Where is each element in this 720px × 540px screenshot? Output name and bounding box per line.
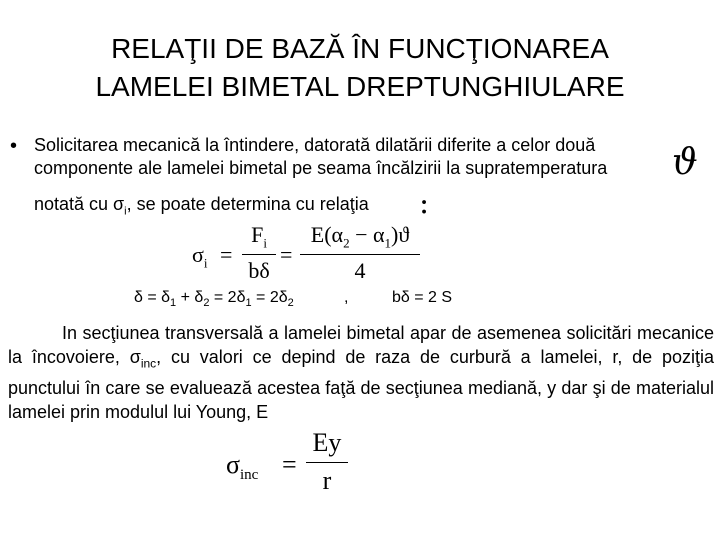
formula2-bar — [306, 462, 348, 463]
fraction2-bar — [300, 254, 420, 255]
formula2-equals: = — [282, 450, 297, 479]
colon-symbol: : — [419, 186, 430, 221]
formula-tensile-stress — [190, 222, 430, 286]
eq-part-1: δ = δ — [134, 289, 171, 306]
page-title — [0, 30, 720, 106]
num-part-a: E(α — [310, 222, 344, 247]
fraction1-numerator — [242, 222, 276, 251]
formula-bending-stress — [226, 428, 356, 498]
formula2-denominator: r — [322, 466, 332, 495]
num-part-c: )ϑ — [391, 222, 410, 247]
force-subscript: i — [263, 235, 267, 251]
paragraph-sigma-sub: inc — [140, 356, 157, 371]
sigma-sub-i: i — [124, 205, 127, 218]
num-part-b: − α — [349, 222, 385, 247]
fraction2-denominator: 4 — [354, 258, 366, 283]
bullet-text-line-1: Solicitarea mecanică la întindere, datorată dilatării diferite a celor două — [34, 135, 596, 155]
eq-sub-1: 1 — [170, 297, 177, 310]
eq-part-2: + δ — [176, 289, 204, 306]
eq-part-3: = 2δ — [209, 289, 246, 306]
delta-equality — [134, 289, 294, 309]
eq-sub-3: 1 — [245, 297, 252, 310]
fraction2-numerator — [300, 222, 420, 251]
notation-text: notată cu σ — [34, 194, 125, 214]
bullet-marker: • — [10, 135, 18, 157]
formula1-lhs — [192, 242, 207, 271]
formula2-numerator: Ey — [312, 428, 342, 457]
eq-sub-4: 2 — [287, 297, 294, 310]
notation-rest: , se poate determina cu relaţia — [126, 194, 369, 214]
formula1-equals-1: = — [220, 242, 233, 267]
sigma-subscript: i — [203, 255, 208, 271]
paragraph-text-b: , cu valori ce depind de raza de curbură a lamelei, r, de poziţia punctului în care se evaluează acestea faţă de secţiunea mediană, y dar şi de materialul lamelei prin modulul lui Young, E — [8, 347, 715, 422]
bending-paragraph — [8, 321, 714, 424]
sigma-symbol: σ — [192, 242, 204, 267]
title-line-1: RELAŢII DE BAZĂ ÎN FUNCŢIONAREA — [111, 33, 609, 64]
force-symbol: F — [251, 222, 264, 247]
fraction1-denominator: bδ — [248, 258, 270, 283]
equality-comma: , — [344, 289, 349, 306]
eq-part-4: = 2δ — [251, 289, 288, 306]
formula2-lhs — [226, 450, 258, 484]
theta-symbol: ϑ — [672, 142, 698, 183]
bullet-text-line-3 — [34, 193, 369, 223]
paragraph-text-a: In secţiunea transversală a lamelei bimetal apar de asemenea solicitări mecanice la încovoiere, σ — [8, 323, 714, 367]
bdelta-equality: bδ = 2 S — [392, 289, 453, 306]
formula1-equals-2: = — [280, 242, 293, 267]
alpha2-subscript: 2 — [343, 235, 350, 251]
fraction1-bar — [242, 254, 276, 255]
sigma-inc-subscript: inc — [240, 467, 259, 484]
eq-sub-2: 2 — [203, 297, 210, 310]
alpha1-subscript: 1 — [384, 235, 391, 251]
sigma-inc-symbol: σ — [226, 450, 241, 479]
title-line-2: LAMELEI BIMETAL DREPTUNGHIULARE — [95, 71, 625, 102]
bullet-text-line-2: componente ale lamelei bimetal pe seama încălzirii la supratemperatura — [34, 158, 608, 178]
